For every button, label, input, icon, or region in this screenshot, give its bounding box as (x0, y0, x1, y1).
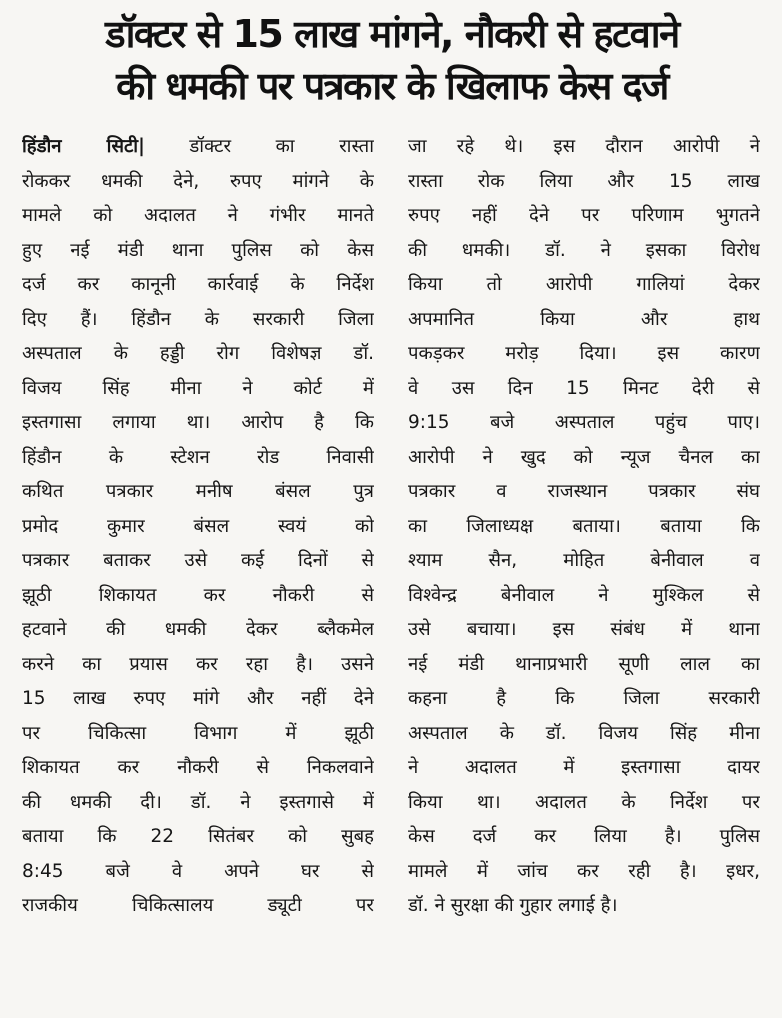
column-line: प्रमोद कुमार बंसल स्वयं को (22, 515, 374, 537)
column-line: नई मंडी थानाप्रभारी सूणी लाल का (408, 653, 760, 675)
column-line: पर चिकित्सा विभाग में झूठी (22, 722, 374, 744)
column-line: 8:45 बजे वे अपने घर से (22, 860, 374, 882)
column-line: की धमकी दी। डॉ. ने इस्तगासे में (22, 791, 374, 813)
column-line: जा रहे थे। इस दौरान आरोपी ने (408, 136, 760, 157)
column-line: दर्ज कर कानूनी कार्रवाई के निर्देश (22, 274, 374, 295)
column-line: पत्रकार व राजस्थान पत्रकार संघ (408, 481, 760, 502)
column-line: मामले को अदालत ने गंभीर मानते (22, 205, 374, 226)
column-line: अपमानित किया और हाथ (408, 308, 760, 330)
column-line: हिंडौन के स्टेशन रोड निवासी (22, 446, 374, 468)
column-line: कहना है कि जिला सरकारी (408, 688, 760, 709)
column-line: दिए हैं। हिंडौन के सरकारी जिला (22, 308, 374, 330)
column-line: करने का प्रयास कर रहा है। उसने (22, 653, 374, 675)
right-column (408, 130, 760, 1010)
column-line: रोककर धमकी देने, रुपए मांगने के (22, 170, 374, 192)
column-line: रास्ता रोक लिया और 15 लाख (408, 170, 760, 192)
column-line: मामले में जांच कर रही है। इधर, (408, 860, 760, 882)
column-line: ने अदालत में इस्तगासा दायर (408, 757, 760, 778)
column-line: कथित पत्रकार मनीष बंसल पुत्र (22, 481, 374, 502)
column-line: पत्रकार बताकर उसे कई दिनों से (22, 550, 374, 571)
column-line: इस्तगासा लगाया था। आरोप है कि (22, 412, 374, 433)
column-line: किया तो आरोपी गालियां देकर (408, 274, 760, 295)
column-line: शिकायत कर नौकरी से निकलवाने (22, 757, 374, 778)
column-line: झूठी शिकायत कर नौकरी से (22, 584, 374, 606)
column-line: किया था। अदालत के निर्देश पर (408, 791, 760, 813)
column-line: हटवाने की धमकी देकर ब्लैकमेल (22, 619, 374, 640)
column-line: आरोपी ने खुद को न्यूज चैनल का (408, 446, 760, 468)
column-line: की धमकी। डॉ. ने इसका विरोध (408, 239, 760, 261)
article-body (22, 130, 762, 1010)
column-line: का जिलाध्यक्ष बताया। बताया कि (408, 515, 760, 537)
dateline: हिंडौन सिटी| (22, 136, 145, 157)
column-line: केस दर्ज कर लिया है। पुलिस (408, 826, 760, 847)
column-line: अस्पताल के डॉ. विजय सिंह मीना (408, 722, 760, 744)
headline-line-1: डॉक्टर से 15 लाख मांगने, नौकरी से हटवाने (105, 12, 679, 56)
column-line: राजकीय चिकित्सालय ड्यूटी पर (22, 895, 374, 916)
headline (22, 8, 762, 112)
column-line: हुए नई मंडी थाना पुलिस को केस (22, 239, 374, 261)
column-line: उसे बचाया। इस संबंध में थाना (408, 619, 760, 640)
column-line: रुपए नहीं देने पर परिणाम भुगतने (408, 205, 760, 226)
headline-line-2: की धमकी पर पत्रकार के खिलाफ केस दर्ज (116, 64, 668, 108)
column-line (22, 130, 374, 165)
column-line: श्याम सैन, मोहित बेनीवाल व (408, 550, 760, 571)
column-line: 9:15 बजे अस्पताल पहुंच पाए। (408, 412, 760, 433)
column-line: विश्वेन्द्र बेनीवाल ने मुश्किल से (408, 584, 760, 606)
column-line: पकड़कर मरोड़ दिया। इस कारण (408, 343, 760, 364)
column-line: बताया कि 22 सितंबर को सुबह (22, 826, 374, 847)
column-line: विजय सिंह मीना ने कोर्ट में (22, 377, 374, 399)
column-line: 15 लाख रुपए मांगे और नहीं देने (22, 688, 374, 709)
column-line: अस्पताल के हड्डी रोग विशेषज्ञ डॉ. (22, 343, 374, 364)
first-line-text: डॉक्टर का रास्ता (189, 136, 374, 157)
column-line: डॉ. ने सुरक्षा की गुहार लगाई है। (408, 895, 618, 916)
left-column (22, 130, 374, 1010)
column-line: वे उस दिन 15 मिनट देरी से (408, 377, 760, 399)
